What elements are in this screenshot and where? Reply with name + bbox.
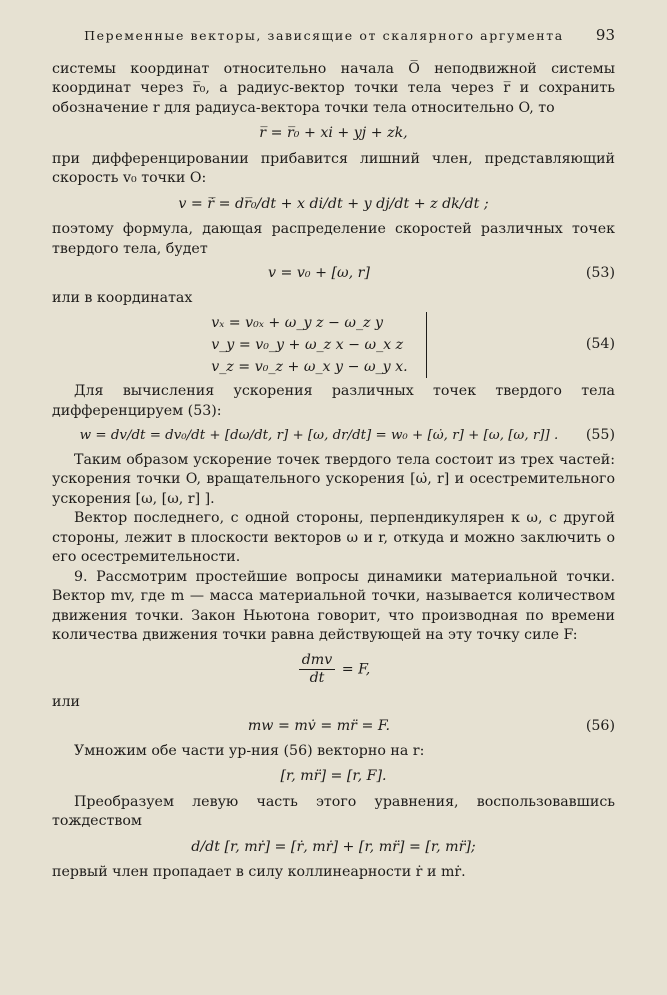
paragraph-10: Умножим обе части ур-ния (56) векторно на r: xyxy=(74,742,425,759)
equation-53-body: v = v₀ + [ω, r] xyxy=(267,265,370,281)
equation-identity: d/dt [r, mṙ] = [ṙ, mṙ] + [r, mr̈] = [r, mr̈]; xyxy=(191,838,476,855)
equation-55-body: w = dv/dt = dv₀/dt + [dω/dt, r] + [ω, dr/dt] = w₀ + [ω̇, r] + [ω, [ω, r]] . xyxy=(79,428,559,443)
paragraph-7: Вектор последнего, с одной стороны, перпендикулярен к ω, с другой стороны, лежит в плоскости векторов ω и r, откуда и можно заключить о его осестремительности. xyxy=(52,510,615,565)
equation-56-number: (56) xyxy=(585,718,615,734)
paragraph-4: или в координатах xyxy=(52,289,193,306)
equation-55-number: (55) xyxy=(585,427,615,443)
page-number: 93 xyxy=(595,26,615,44)
paragraph-2: при дифференцировании прибавится лишний член, представляющий скорость v₀ точки O: xyxy=(52,150,615,186)
paragraph-8: 9. Рассмотрим простейшие вопросы динамики материальной точки. Вектор mv, где m — масса материальной точки, называется количеством движения точки. Закон Ньютона говорит, что производная по времени количества движения точки равна действующей на эту точку силе F: xyxy=(52,568,615,643)
paragraph-11: Преобразуем левую часть этого уравнения, воспользовавшись тождеством xyxy=(52,793,615,829)
equation-53 xyxy=(52,264,615,284)
equation-54-line: v_z = v₀_z + ω_x y − ω_y x. xyxy=(211,359,408,375)
equation-53-number: (53) xyxy=(585,265,615,281)
equation-velocity: v = r̅̇ = dr̅₀/dt + x di/dt + y dj/dt + z dk/dt ; xyxy=(178,195,489,212)
equation-54-number: (54) xyxy=(585,336,615,353)
header-title: Переменные векторы, зависящие от скалярного аргумента xyxy=(84,28,564,43)
equation-radius: r̅ = r̅₀ + xi + yj + zk, xyxy=(259,125,408,141)
paragraph-3: поэтому формула, дающая распределение скоростей различных точек твердого тела, будет xyxy=(52,221,615,257)
paragraph-5: Для вычисления ускорения различных точек твердого тела дифференцируем (53): xyxy=(52,383,615,419)
equation-56-body: mw = mv̇ = mr̈ = F. xyxy=(247,718,391,734)
fraction-numerator: dmv xyxy=(299,652,336,670)
equation-56 xyxy=(52,717,615,737)
equation-55 xyxy=(52,426,615,446)
paragraph-1: системы координат относительно начала O̅ неподвижной системы координат через r̅₀, а радиус-вектор точки тела через r̅ и сохранить обозначение r для радиуса-вектора точки тела относительно O, то xyxy=(52,60,615,116)
equation-cross-product: [r, mr̈] = [r, F]. xyxy=(280,768,387,784)
equation-54-line: vₓ = v₀ₓ + ω_y z − ω_z y xyxy=(211,315,384,331)
equation-54 xyxy=(52,312,615,378)
running-header xyxy=(52,26,615,46)
paragraph-6: Таким образом ускорение точек твердого тела состоит из трех частей: ускорения точки O, вращательного ускорения [ω̇, r] и осестремительного ускорения [ω, [ω, r] ]. xyxy=(52,451,615,507)
equation-54-line: v_y = v₀_y + ω_z x − ω_x z xyxy=(211,337,404,353)
paragraph-12: первый член пропадает в силу коллинеарности ṙ и mṙ. xyxy=(52,864,466,880)
fraction-denominator: dt xyxy=(309,669,325,686)
fraction xyxy=(299,652,336,687)
equation-newton xyxy=(52,652,615,687)
paragraph-9: или xyxy=(52,693,80,710)
equation-newton-rhs: = F, xyxy=(341,661,371,677)
